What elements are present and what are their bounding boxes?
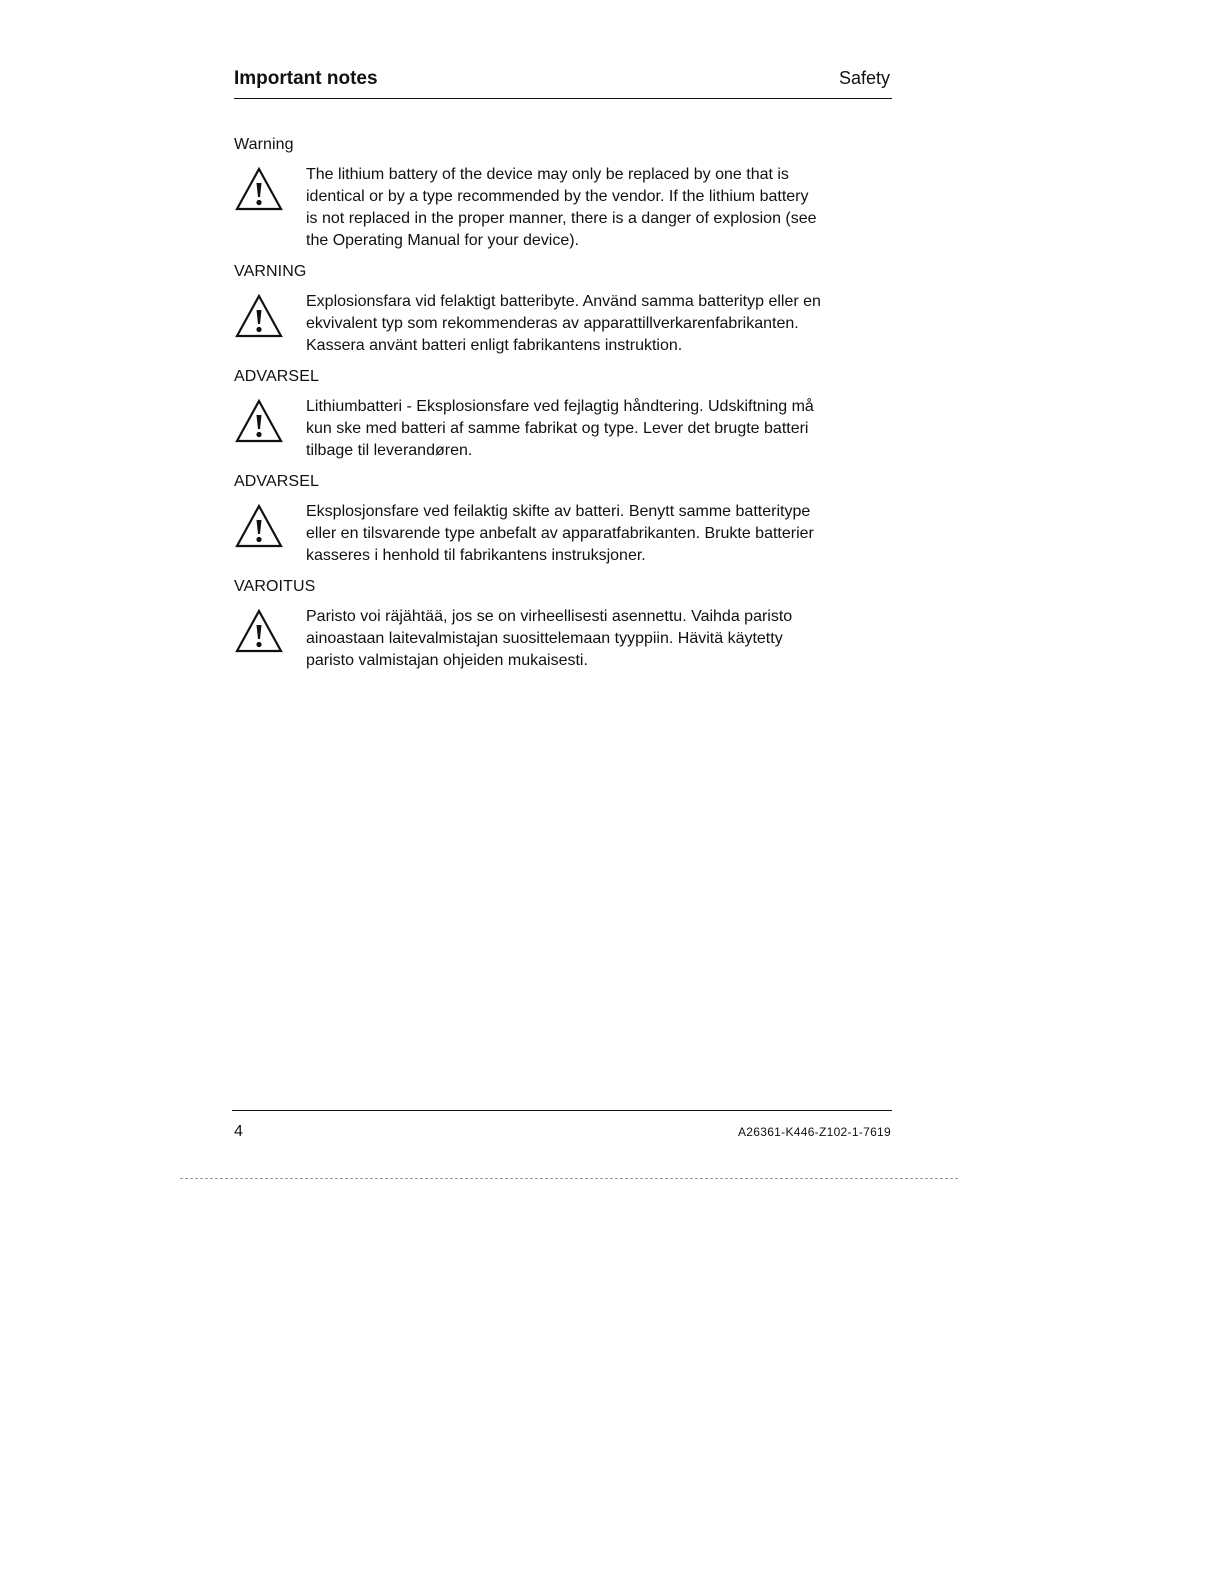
warning-triangle-icon bbox=[234, 164, 306, 212]
footer-divider bbox=[232, 1110, 892, 1111]
header-title: Important notes bbox=[234, 68, 378, 89]
page-header bbox=[234, 66, 892, 99]
warning-heading: Warning bbox=[234, 136, 294, 153]
warning-triangle-icon bbox=[234, 501, 306, 549]
warning-block-swedish bbox=[234, 261, 894, 357]
safety-warnings bbox=[234, 134, 894, 681]
warning-text: Explosionsfara vid felaktigt batteribyte. Använd samma batterityp eller en ekvivalent typ som rekommenderas av apparattillverkarenfabrikanten. Kassera använt batteri enligt fabrikantens instruktion. bbox=[306, 293, 821, 354]
warning-triangle-icon bbox=[234, 396, 306, 444]
warning-text: Paristo voi räjähtää, jos se on virheellisesti asennettu. Vaihda paristo ainoastaan laitevalmistajan suosittelemaan tyyppiin. Hävitä käytetty paristo valmistajan ohjeiden mukaisesti. bbox=[306, 608, 793, 669]
warning-triangle-icon bbox=[234, 606, 306, 654]
warning-block-danish bbox=[234, 366, 894, 462]
warning-block-finnish bbox=[234, 576, 894, 672]
warning-text: Eksplosjonsfare ved feilaktig skifte av batteri. Benytt samme batteritype eller en tilsvarende type anbefalt av apparatfabrikanten. Brukte batterier kasseres i henhold til fabrikantens instruksjoner. bbox=[306, 503, 814, 564]
warning-text: Lithiumbatteri - Eksplosionsfare ved fejlagtig håndtering. Udskiftning må kun ske med batteri af samme fabrikat og type. Lever det brugte batteri tilbage til leverandøren. bbox=[306, 398, 814, 459]
page-number: 4 bbox=[234, 1123, 243, 1140]
warning-block-norwegian bbox=[234, 471, 894, 567]
header-section: Safety bbox=[838, 68, 890, 88]
warning-heading: VARNING bbox=[234, 263, 307, 280]
warning-heading: VAROITUS bbox=[234, 578, 316, 595]
warning-triangle-icon bbox=[234, 291, 306, 339]
warning-heading: ADVARSEL bbox=[234, 473, 319, 490]
warning-text: The lithium battery of the device may only be replaced by one that is identical or by a type recommended by the vendor. If the lithium battery is not replaced in the proper manner, there is a danger of explosion (see the Operating Manual for your device). bbox=[306, 166, 817, 249]
document-number: A26361-K446-Z102-1-7619 bbox=[737, 1125, 891, 1139]
scan-edge-line bbox=[180, 1178, 958, 1179]
warning-block-english bbox=[234, 134, 894, 252]
warning-heading: ADVARSEL bbox=[234, 368, 319, 385]
